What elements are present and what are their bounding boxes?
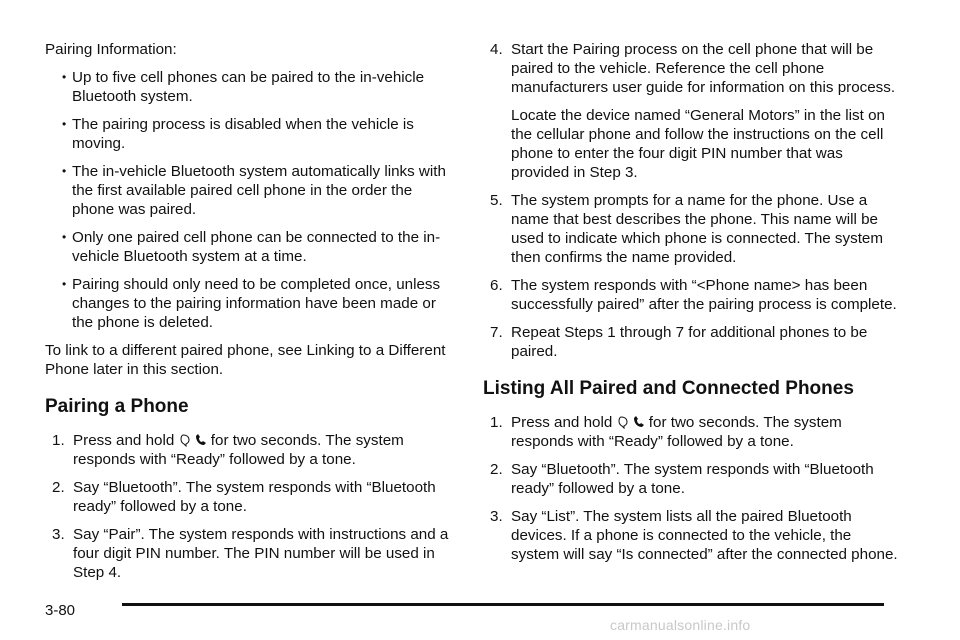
- bullet-text: The in-vehicle Bluetooth system automatically links with the first available paired cell phone in the order the phone was paired.: [72, 163, 446, 218]
- step-text: Say “List”. The system lists all the paired Bluetooth devices. If a phone is connected to the vehicle, the system will say “Is connected” after the connected phone.: [511, 508, 898, 563]
- right-column: [483, 40, 903, 573]
- list-item: [45, 115, 457, 153]
- speech-icon: [180, 433, 192, 447]
- list-item: [45, 275, 457, 332]
- step-text-before: Press and hold: [511, 414, 613, 431]
- step-text: Say “Bluetooth”. The system responds with “Bluetooth ready” followed by a tone.: [511, 461, 874, 497]
- step-text-after: for two seconds. The system responds with “Ready” followed by a tone.: [73, 432, 404, 468]
- step-number: 3.: [490, 508, 503, 525]
- step-number: 7.: [490, 324, 503, 341]
- pairing-steps-continued: [483, 40, 903, 361]
- step-number: 6.: [490, 277, 503, 294]
- bullet-icon: •: [62, 230, 67, 244]
- list-item: [45, 228, 457, 266]
- pairing-info-list: [45, 68, 457, 332]
- speech-icon: [618, 415, 630, 429]
- section-title-listing: Listing All Paired and Connected Phones: [483, 378, 854, 399]
- left-column: [45, 40, 457, 591]
- step-item: [483, 507, 903, 564]
- step-number: 3.: [52, 526, 65, 543]
- bullet-text: Pairing should only need to be completed once, unless changes to the pairing information have been made or the phone is deleted.: [72, 276, 441, 331]
- bullet-icon: •: [62, 70, 67, 84]
- step-number: 4.: [490, 41, 503, 58]
- step-subtext: Locate the device named “General Motors” in the list on the cellular phone and follow the instructions on the cell phone to enter the four digit PIN number that was provided in Step 3.: [511, 107, 885, 181]
- step-item: [483, 460, 903, 498]
- link-instruction: To link to a different paired phone, see Linking to a Different Phone later in this section.: [45, 342, 446, 378]
- step-number: 1.: [490, 414, 503, 431]
- step-text-after: for two seconds. The system responds with “Ready” followed by a tone.: [511, 414, 842, 450]
- bullet-text: The pairing process is disabled when the vehicle is moving.: [72, 116, 414, 152]
- step-item: [483, 276, 903, 314]
- step-item: [483, 413, 903, 451]
- step-item: [45, 525, 457, 582]
- footer-divider: [122, 603, 884, 606]
- pairing-steps: [45, 431, 457, 582]
- section-title-pairing: Pairing a Phone: [45, 396, 189, 417]
- step-text: The system responds with “<Phone name> has been successfully paired” after the pairing process is complete.: [511, 277, 897, 313]
- phone-icon: [632, 415, 644, 429]
- list-item: [45, 162, 457, 219]
- bullet-icon: •: [62, 117, 67, 131]
- step-number: 2.: [490, 461, 503, 478]
- step-number: 1.: [52, 432, 65, 449]
- bullet-text: Only one paired cell phone can be connected to the in-vehicle Bluetooth system at a time.: [72, 229, 441, 265]
- page-number: 3-80: [45, 602, 76, 619]
- step-text: Say “Pair”. The system responds with instructions and a four digit PIN number. The PIN number will be used in Step 4.: [73, 526, 449, 581]
- step-item: [483, 191, 903, 267]
- step-item: [483, 40, 903, 182]
- step-text: Start the Pairing process on the cell phone that will be paired to the vehicle. Reference the cell phone manufacturers user guide for information on this process.: [511, 41, 896, 96]
- step-text: Repeat Steps 1 through 7 for additional phones to be paired.: [511, 324, 868, 360]
- phone-icon: [194, 433, 206, 447]
- listing-steps: [483, 413, 903, 564]
- step-number: 2.: [52, 479, 65, 496]
- step-text-before: Press and hold: [73, 432, 175, 449]
- step-item: [45, 431, 457, 469]
- step-text: The system prompts for a name for the phone. Use a name that best describes the phone. This name will be used to indicate which phone is connected. The system then confirms the name provided.: [511, 192, 884, 266]
- watermark: carmanualsonline.info: [610, 617, 751, 633]
- bullet-text: Up to five cell phones can be paired to the in-vehicle Bluetooth system.: [72, 69, 425, 105]
- bullet-icon: •: [62, 277, 67, 291]
- step-item: [45, 478, 457, 516]
- bullet-icon: •: [62, 164, 67, 178]
- list-item: [45, 68, 457, 106]
- pairing-info-intro: Pairing Information:: [45, 41, 177, 58]
- step-number: 5.: [490, 192, 503, 209]
- step-item: [483, 323, 903, 361]
- step-text: Say “Bluetooth”. The system responds with “Bluetooth ready” followed by a tone.: [73, 479, 436, 515]
